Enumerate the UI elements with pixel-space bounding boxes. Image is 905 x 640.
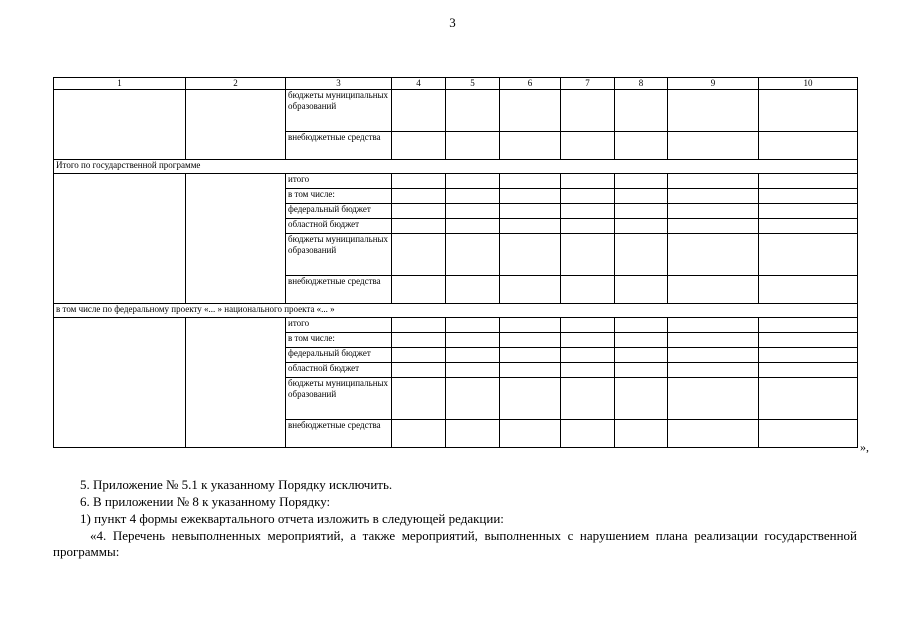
header-row: [54, 78, 858, 90]
col-header: 2: [186, 78, 286, 90]
row-label: внебюджетные средства: [286, 420, 392, 448]
col-header: 10: [759, 78, 858, 90]
row-label: федеральный бюджет: [286, 204, 392, 219]
closing-quote: »,: [860, 440, 869, 454]
col-header: 6: [500, 78, 561, 90]
section-row: [54, 304, 858, 318]
paragraph-5: 5. Приложение № 5.1 к указанному Порядку исключить.: [80, 477, 393, 492]
section-row: [54, 160, 858, 174]
row-label: итого: [286, 174, 392, 189]
col-header: 8: [615, 78, 668, 90]
section-title: Итого по государственной программе: [54, 160, 858, 174]
row-label: бюджеты муниципальных образований: [286, 90, 392, 132]
row-label: федеральный бюджет: [286, 348, 392, 363]
col-header: 4: [392, 78, 446, 90]
row-label: внебюджетные средства: [286, 132, 392, 160]
col-header: 1: [54, 78, 186, 90]
row-label: итого: [286, 318, 392, 333]
row-label: внебюджетные средства: [286, 276, 392, 304]
paragraph-4: «4. Перечень невыполненных мероприятий, а также мероприятий, выполненных с нарушением плана реализации государственной программы:: [53, 528, 857, 559]
row-label: в том числе:: [286, 333, 392, 348]
row-label: в том числе:: [286, 189, 392, 204]
section-title: в том числе по федеральному проекту «... » национального проекта «... »: [54, 304, 858, 318]
table-row: [54, 90, 858, 132]
table-row: [54, 318, 858, 333]
row-label: областной бюджет: [286, 219, 392, 234]
col-header: 5: [446, 78, 500, 90]
budget-table: [53, 77, 858, 448]
col-header: 7: [561, 78, 615, 90]
row-label: бюджеты муниципальных образований: [286, 378, 392, 420]
row-label: областной бюджет: [286, 363, 392, 378]
col-header: 3: [286, 78, 392, 90]
col-header: 9: [668, 78, 759, 90]
table-row: [54, 174, 858, 189]
row-label: бюджеты муниципальных образований: [286, 234, 392, 276]
paragraph-1: 1) пункт 4 формы ежеквартального отчета изложить в следующей редакции:: [80, 511, 504, 526]
page-number: 3: [449, 15, 456, 30]
paragraph-6: 6. В приложении № 8 к указанному Порядку:: [80, 494, 331, 509]
